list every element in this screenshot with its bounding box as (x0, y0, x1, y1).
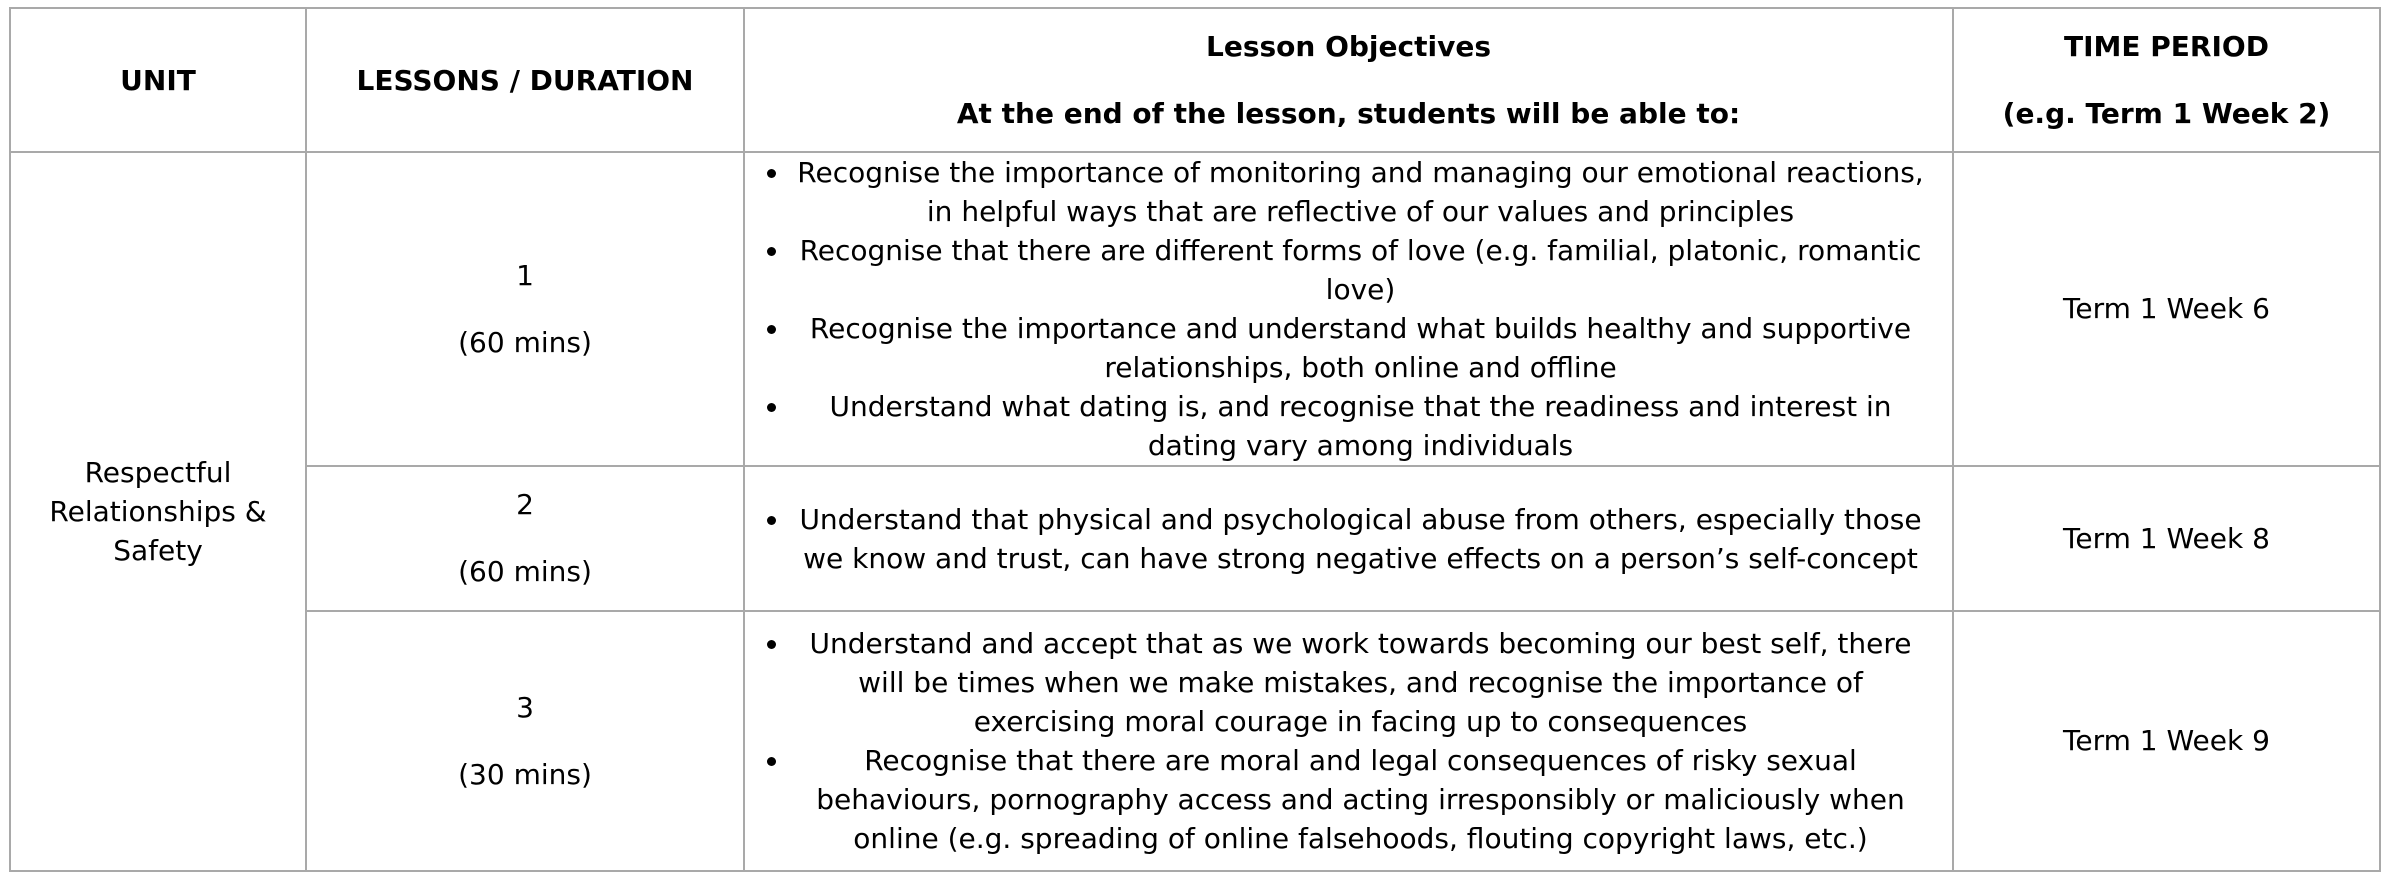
lesson-number: 1 (516, 258, 534, 292)
table-row (10, 611, 2380, 871)
header-lessons-duration: LESSONS / DURATION (306, 8, 744, 152)
lesson-duration: (60 mins) (458, 325, 592, 359)
lesson-plan-table (9, 7, 2381, 872)
header-time-title: TIME PERIOD (2064, 29, 2269, 63)
unit-name: Respectful Relationships & Safety (49, 456, 267, 567)
lesson-cell (306, 152, 744, 466)
header-lesson-objectives (744, 8, 1953, 152)
time-period-cell: Term 1 Week 6 (1953, 152, 2380, 466)
objective-item: • Recognise that there are different forms of love (e.g. familial, platonic, romantic love) (791, 231, 1930, 309)
table-row (10, 152, 2380, 466)
table-row (10, 466, 2380, 611)
lesson-number: 2 (516, 488, 534, 521)
objective-item: • Understand and accept that as we work towards becoming our best self, there will be times when we make mistakes, and recognise the importance of exercising moral courage in facing up to consequences (791, 624, 1930, 741)
unit-cell (10, 152, 306, 871)
time-period-cell: Term 1 Week 9 (1953, 611, 2380, 871)
lesson-cell (306, 611, 744, 871)
table-header-row (10, 8, 2380, 152)
lesson-plan-document (9, 7, 2381, 872)
header-objectives-subtitle: At the end of the lesson, students will be able to: (956, 96, 1741, 130)
header-time-example: (e.g. Term 1 Week 2) (2002, 96, 2331, 130)
objective-item: • Recognise the importance of monitoring and managing our emotional reactions, in helpful ways that are reflective of our values and principles (791, 153, 1930, 231)
lesson-duration: (60 mins) (458, 555, 592, 588)
header-time-period (1953, 8, 2380, 152)
lesson-number: 3 (516, 690, 534, 724)
objectives-cell (744, 466, 1953, 611)
objectives-cell (744, 611, 1953, 871)
header-objectives-title: Lesson Objectives (1205, 29, 1491, 63)
objectives-list (745, 153, 1952, 465)
objectives-cell (744, 152, 1953, 466)
lesson-duration: (30 mins) (458, 757, 592, 791)
time-period-cell: Term 1 Week 8 (1953, 466, 2380, 611)
objectives-list (745, 624, 1952, 858)
objective-item: • Understand what dating is, and recognise that the readiness and interest in dating vary among individuals (791, 387, 1930, 465)
objective-item: • Understand that physical and psychological abuse from others, especially those we know and trust, can have strong negative effects on a person’s self-concept (791, 500, 1930, 578)
header-unit: UNIT (10, 8, 306, 152)
objectives-list (745, 500, 1952, 578)
objective-item: • Recognise that there are moral and legal consequences of risky sexual behaviours, pornography access and acting irresponsibly or maliciously when online (e.g. spreading of online falsehoods, flouting copyright laws, etc.) (791, 741, 1930, 858)
lesson-cell (306, 466, 744, 611)
objective-item: • Recognise the importance and understand what builds healthy and supportive relationships, both online and offline (791, 309, 1930, 387)
